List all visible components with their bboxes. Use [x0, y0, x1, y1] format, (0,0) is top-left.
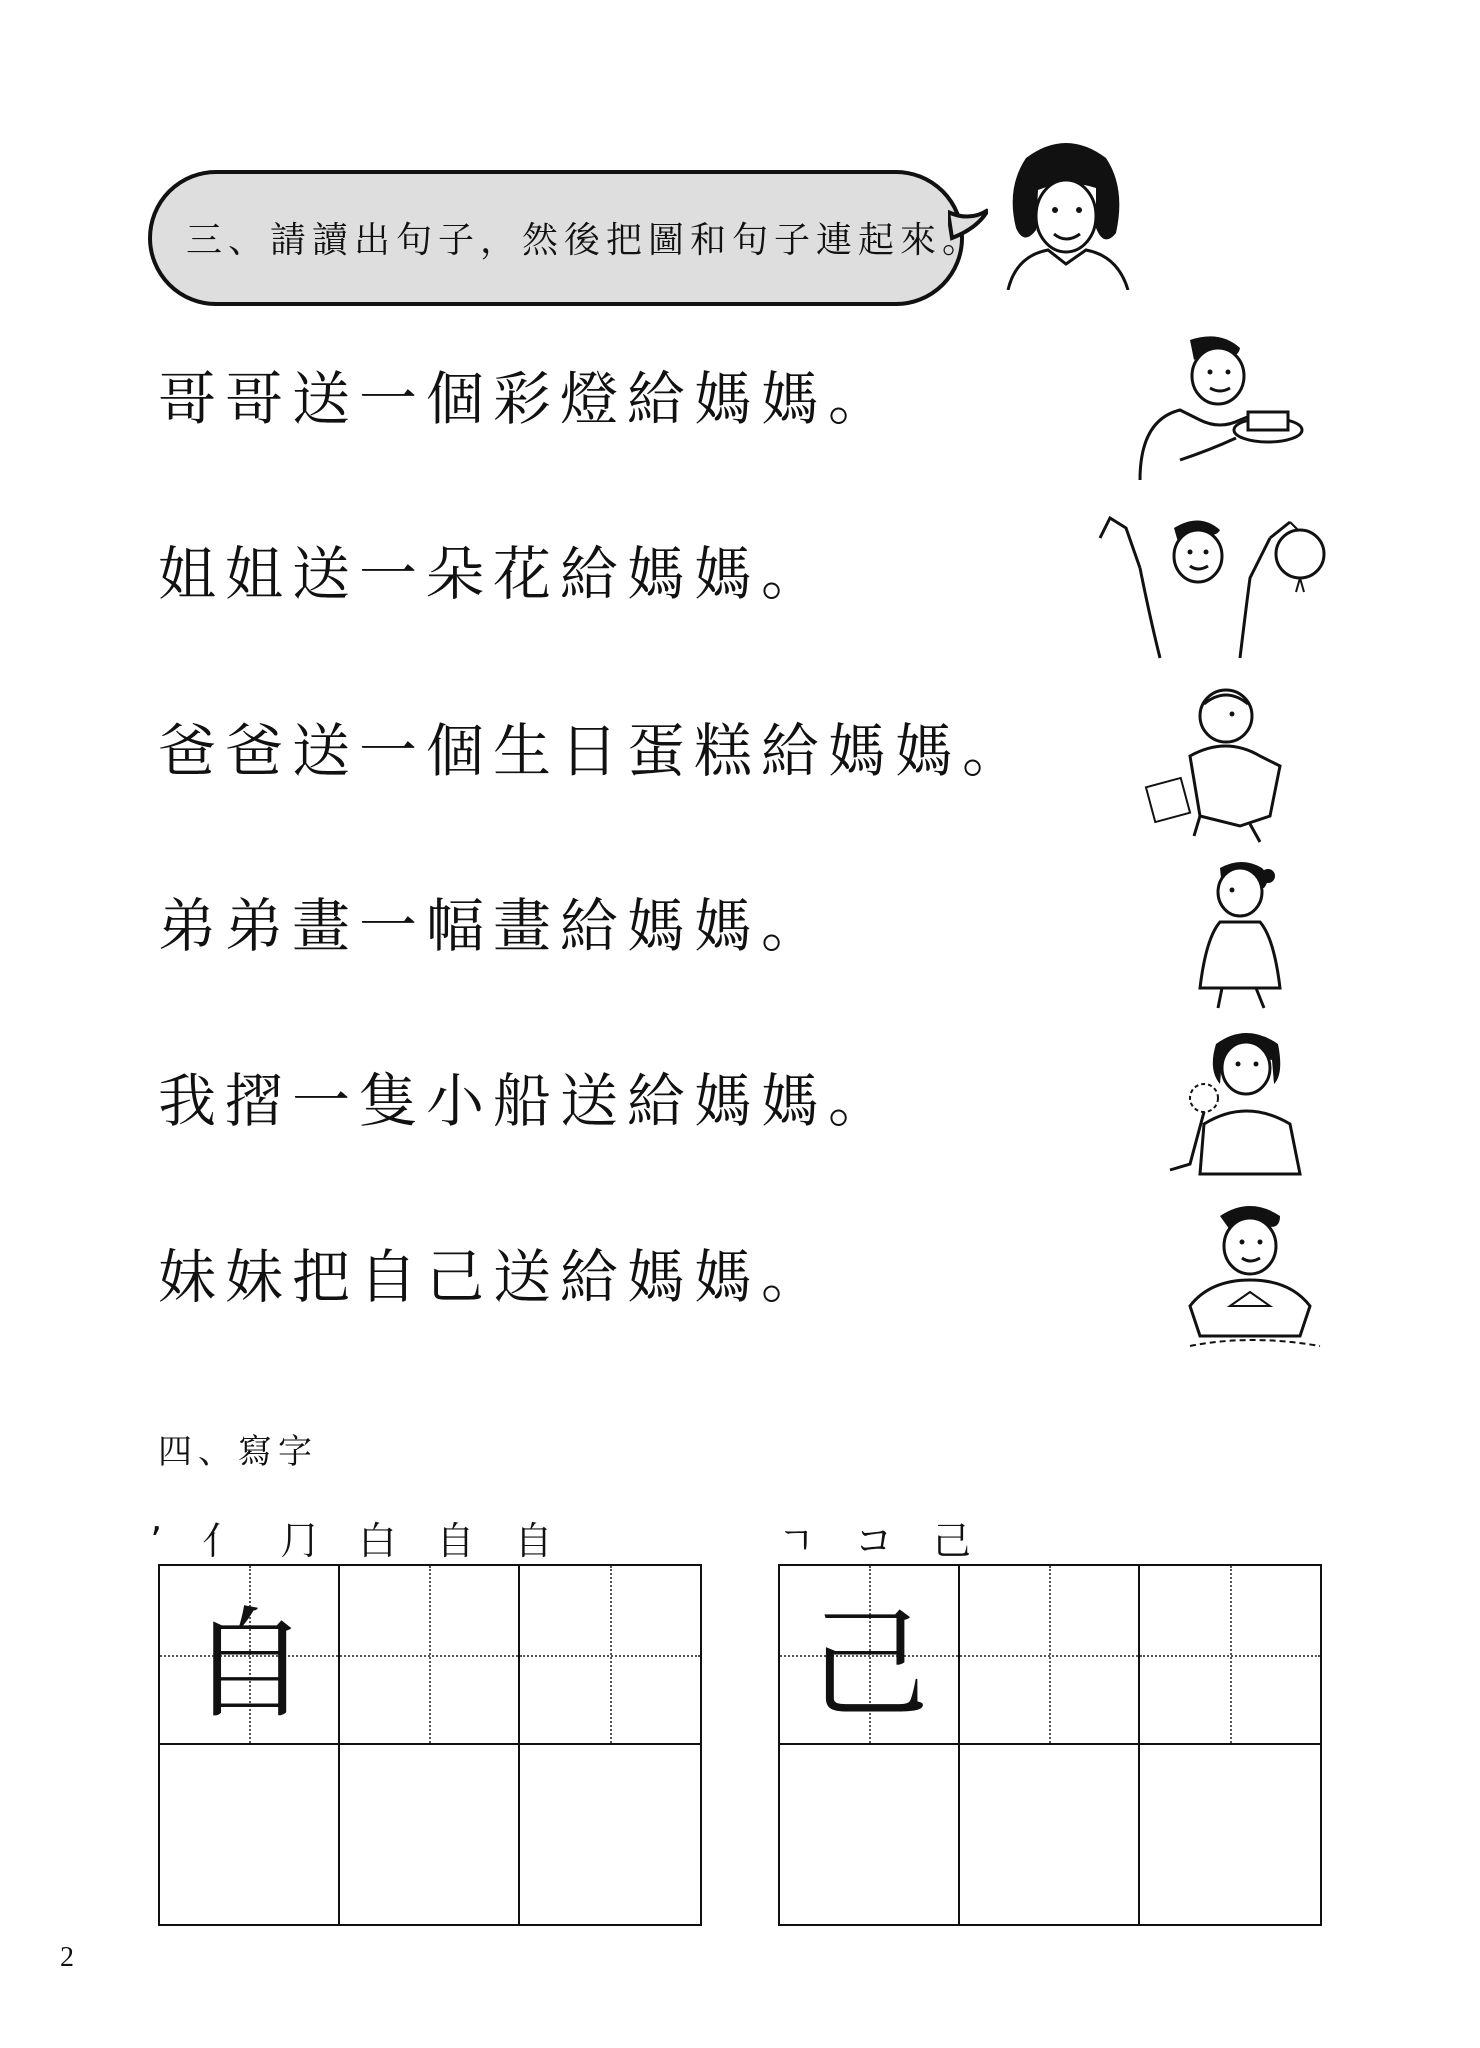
model-char-ji: 己: [809, 1595, 929, 1735]
girl-walking-illustration[interactable]: [1160, 858, 1320, 1018]
grid-cell[interactable]: [160, 1745, 340, 1924]
sentence-1: 哥哥送一個彩燈給媽媽。: [158, 365, 896, 433]
grid-cell[interactable]: [1140, 1745, 1320, 1924]
child-with-paper-boat-illustration[interactable]: [1150, 1196, 1350, 1356]
sentence-4: 弟弟畫一幅畫給媽媽。: [158, 892, 829, 960]
grid-cell[interactable]: [340, 1745, 520, 1924]
grid-cell[interactable]: [960, 1745, 1140, 1924]
page-number: 2: [60, 1942, 74, 1973]
writing-grid-zi: [158, 1564, 702, 1926]
grid-cell[interactable]: [780, 1745, 960, 1924]
section3-instruction: 三、請讀出句子，然後把圖和句子連起來。: [186, 220, 985, 261]
stroke-order-ji: ㄱ コ 己: [778, 1519, 985, 1563]
sentence-5: 我摺一隻小船送給媽媽。: [158, 1067, 896, 1135]
grid-cell[interactable]: [520, 1745, 700, 1924]
girl-teacher-illustration: [986, 138, 1146, 290]
girl-with-flower-illustration[interactable]: [1150, 1024, 1350, 1184]
toddler-with-drawing-illustration[interactable]: [1130, 686, 1330, 846]
grid-cell[interactable]: [960, 1566, 1140, 1745]
sentence-6: 妹妹把自己送給媽媽。: [158, 1243, 829, 1311]
section4-title: 四、寫字: [158, 1432, 318, 1472]
sentence-3: 爸爸送一個生日蛋糕給媽媽。: [158, 717, 1030, 785]
boy-with-lantern-illustration[interactable]: [1080, 508, 1340, 668]
grid-cell-model[interactable]: [780, 1566, 960, 1745]
sentence-2: 姐姐送一朵花給媽媽。: [158, 540, 829, 608]
grid-cell[interactable]: [520, 1566, 700, 1745]
grid-cell[interactable]: [1140, 1566, 1320, 1745]
writing-grid-ji: [778, 1564, 1322, 1926]
grid-cell[interactable]: [340, 1566, 520, 1745]
grid-cell-model[interactable]: [160, 1566, 340, 1745]
model-char-zi: 自: [189, 1595, 309, 1735]
boy-with-cake-illustration[interactable]: [1120, 330, 1320, 490]
stroke-order-zi: ʼ 亻 ⺆ 白 自 自: [150, 1519, 567, 1563]
